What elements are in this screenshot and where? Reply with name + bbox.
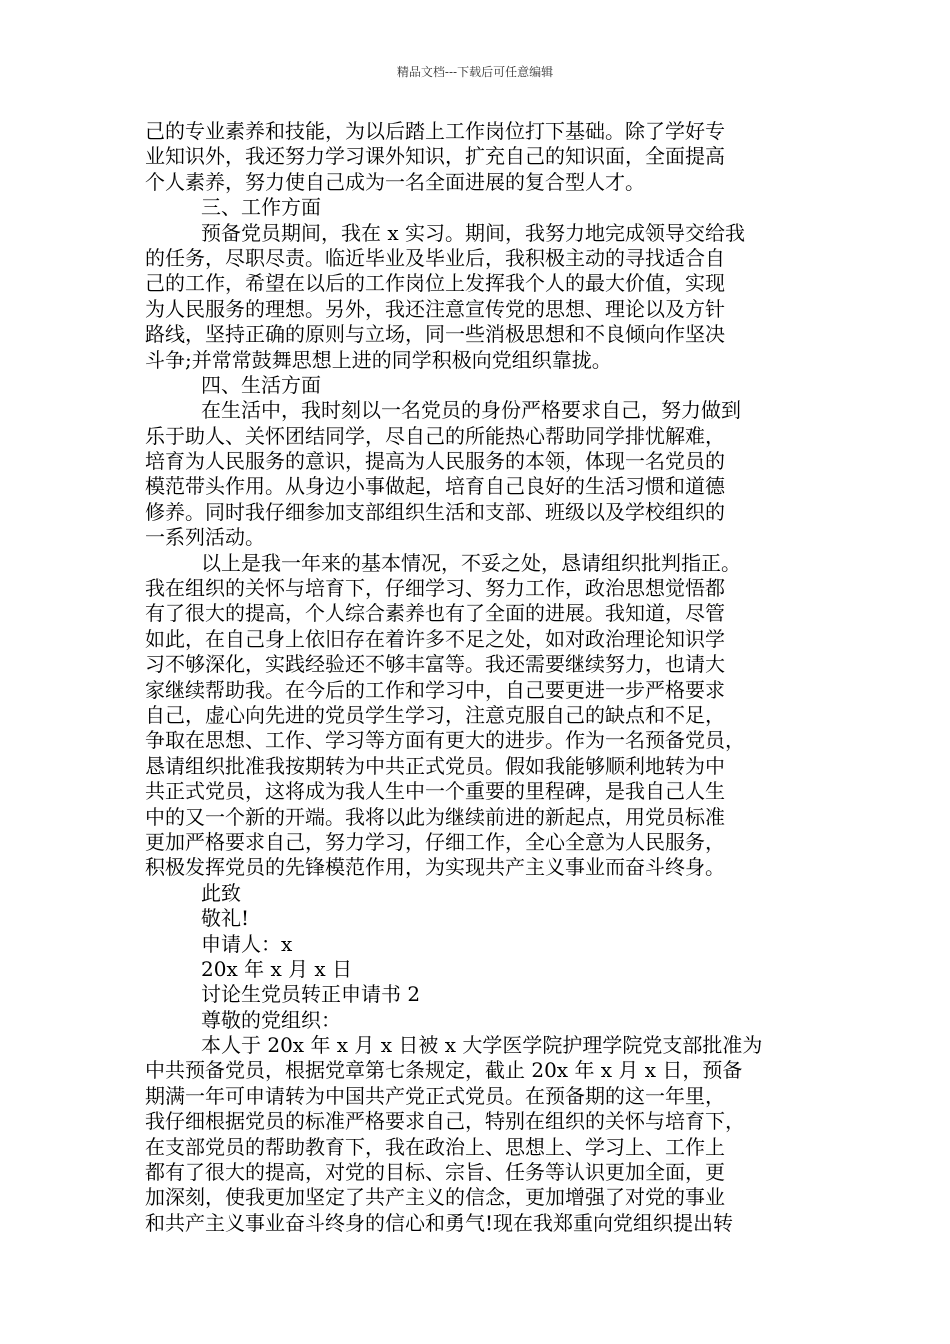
text-line: 有了很大的提高，个人综合素养也有了全面的进展。我知道，尽管 xyxy=(145,601,725,626)
text-line: 家继续帮助我。在今后的工作和学习中，自己要更进一步严格要求 xyxy=(145,677,725,702)
text-line: 此致 xyxy=(201,880,241,905)
text-line: 如此，在自己身上依旧存在着许多不足之处，如对政治理论知识学 xyxy=(145,626,725,651)
text-line: 的任务，尽职尽责。临近毕业及毕业后，我积极主动的寻找适合自 xyxy=(145,245,725,270)
text-line: 恳请组织批准我按期转为中共正式党员。假如我能够顺利地转为中 xyxy=(145,753,725,778)
text-line: 以上是我一年来的基本情况，不妥之处，恳请组织批判指正。 xyxy=(201,550,741,575)
text-line: 我在组织的关怀与培育下，仔细学习、努力工作，政治思想觉悟都 xyxy=(145,576,725,601)
text-line: 三、工作方面 xyxy=(201,195,321,220)
text-line: 在生活中，我时刻以一名党员的身份严格要求自己，努力做到 xyxy=(201,398,741,423)
text-line: 争取在思想、工作、学习等方面有更大的进步。作为一名预备党员， xyxy=(145,728,745,753)
text-line: 申请人：x xyxy=(201,931,293,956)
text-line: 乐于助人、关怀团结同学，尽自己的所能热心帮助同学排忧解难， xyxy=(145,423,725,448)
text-line: 积极发挥党员的先锋模范作用，为实现共产主义事业而奋斗终身。 xyxy=(145,855,725,880)
page-header: 精品文档---下载后可任意编辑 xyxy=(396,65,554,79)
text-line: 在支部党员的帮助教育下，我在政治上、思想上、学习上、工作上 xyxy=(145,1134,725,1159)
text-line: 中共预备党员，根据党章第七条规定，截止 20x 年 x 月 x 日，预备 xyxy=(145,1058,743,1083)
text-line: 四、生活方面 xyxy=(201,372,321,397)
text-line: 期满一年可申请转为中国共产党正式党员。在预备期的这一年里， xyxy=(145,1083,725,1108)
text-line: 讨论生党员转正申请书 2 xyxy=(201,982,421,1007)
text-line: 为人民服务的理想。另外，我还注意宣传党的思想、理论以及方针 xyxy=(145,296,725,321)
text-line: 敬礼! xyxy=(201,906,250,931)
text-line: 自己，虚心向先进的党员学生学习，注意克服自己的缺点和不足， xyxy=(145,702,725,727)
text-line: 修养。同时我仔细参加支部组织生活和支部、班级以及学校组织的 xyxy=(145,499,725,524)
text-line: 一系列活动。 xyxy=(145,525,265,550)
text-line: 培育为人民服务的意识，提高为人民服务的本领，体现一名党员的 xyxy=(145,449,725,474)
text-line: 模范带头作用。从身边小事做起，培育自己良好的生活习惯和道德 xyxy=(145,474,725,499)
text-line: 共正式党员，这将成为我人生中一个重要的里程碑，是我自己人生 xyxy=(145,779,725,804)
text-line: 和共产主义事业奋斗终身的信心和勇气!现在我郑重向党组织提出转 xyxy=(145,1210,734,1235)
text-line: 斗争;并常常鼓舞思想上进的同学积极向党组织靠拢。 xyxy=(145,347,612,372)
text-line: 尊敬的党组织： xyxy=(201,1007,341,1032)
text-line: 我仔细根据党员的标准严格要求自己，特别在组织的关怀与培育下， xyxy=(145,1109,745,1134)
text-line: 习不够深化，实践经验还不够丰富等。我还需要继续努力，也请大 xyxy=(145,652,725,677)
text-line: 加深刻，使我更加坚定了共产主义的信念，更加增强了对党的事业 xyxy=(145,1185,725,1210)
text-line: 20x 年 x 月 x 日 xyxy=(201,956,353,981)
text-line: 个人素养，努力使自己成为一名全面进展的复合型人才。 xyxy=(145,169,645,194)
text-line: 本人于 20x 年 x 月 x 日被 x 大学医学院护理学院党支部批准为 xyxy=(201,1033,763,1058)
text-line: 预备党员期间，我在 x 实习。期间，我努力地完成领导交给我 xyxy=(201,220,745,245)
text-line: 己的工作，希望在以后的工作岗位上发挥我个人的最大价值，实现 xyxy=(145,271,725,296)
text-line: 都有了很大的提高，对党的目标、宗旨、任务等认识更加全面，更 xyxy=(145,1160,725,1185)
text-line: 更加严格要求自己，努力学习，仔细工作，全心全意为人民服务， xyxy=(145,829,725,854)
text-line: 业知识外，我还努力学习课外知识，扩充自己的知识面，全面提高 xyxy=(145,144,725,169)
text-line: 己的专业素养和技能，为以后踏上工作岗位打下基础。除了学好专 xyxy=(145,119,725,143)
text-line: 路线，坚持正确的原则与立场，同一些消极思想和不良倾向作坚决 xyxy=(145,322,725,347)
document-body xyxy=(145,119,805,1236)
text-line: 中的又一个新的开端。我将以此为继续前进的新起点，用党员标准 xyxy=(145,804,725,829)
